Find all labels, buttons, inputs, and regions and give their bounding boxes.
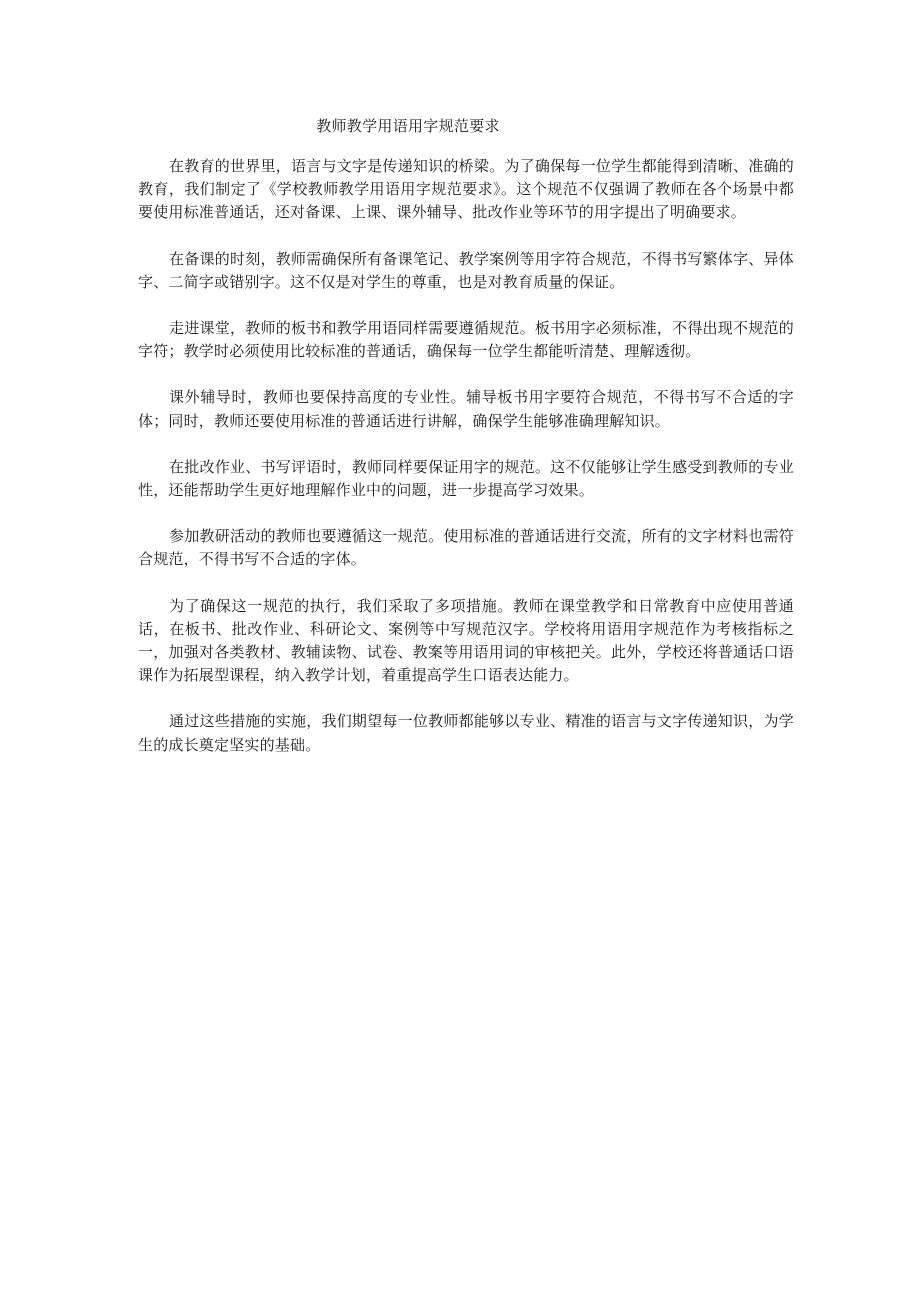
paragraph-measures: 为了确保这一规范的执行，我们采取了多项措施。教师在课堂教学和日常教育中应使用普通话，在板书、批改作业、科研论文、案例等中写规范汉字。学校将用语用字规范作为考核指标之一，加强对各类教材、教辅读物、试卷、教案等用语用词的审核把关。此外，学校还将普通话口语课作为拓展型课程，纳入教学计划，着重提高学生口语表达能力。 bbox=[138, 596, 794, 685]
paragraph-tutoring: 课外辅导时，教师也要保持高度的专业性。辅导板书用字要符合规范，不得书写不合适的字体；同时，教师还要使用标准的普通话进行讲解，确保学生能够准确理解知识。 bbox=[138, 388, 794, 430]
paragraph-intro: 在教育的世界里，语言与文字是传递知识的桥梁。为了确保每一位学生都能得到清晰、准确的教育，我们制定了《学校教师教学用语用字规范要求》。这个规范不仅强调了教师在各个场景中都要使用标准普通话，还对备课、上课、课外辅导、批改作业等环节的用字提出了明确要求。 bbox=[138, 157, 794, 222]
paragraph-lesson-prep: 在备课的时刻，教师需确保所有备课笔记、教学案例等用字符合规范，不得书写繁体字、异体字、二简字或错别字。这不仅是对学生的尊重，也是对教育质量的保证。 bbox=[138, 249, 794, 291]
paragraph-grading: 在批改作业、书写评语时，教师同样要保证用字的规范。这不仅能够让学生感受到教师的专业性，还能帮助学生更好地理解作业中的问题，进一步提高学习效果。 bbox=[138, 457, 794, 500]
paragraph-conclusion: 通过这些措施的实施，我们期望每一位教师都能够以专业、精准的语言与文字传递知识，为学生的成长奠定坚实的基础。 bbox=[138, 712, 794, 754]
document-title: 教师教学用语用字规范要求 bbox=[316, 117, 500, 135]
paragraph-classroom: 走进课堂，教师的板书和教学用语同样需要遵循规范。板书用字必须标准，不得出现不规范的字符；教学时必须使用比较标准的普通话，确保每一位学生都能听清楚、理解透彻。 bbox=[138, 319, 794, 361]
document-body bbox=[138, 155, 794, 780]
paragraph-research: 参加教研活动的教师也要遵循这一规范。使用标准的普通话进行交流，所有的文字材料也需符合规范，不得书写不合适的字体。 bbox=[138, 527, 794, 569]
